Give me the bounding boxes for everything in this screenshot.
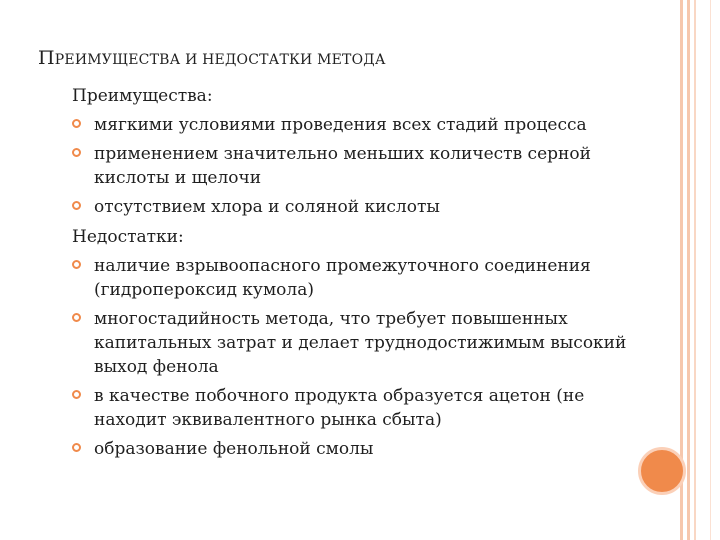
list-item (72, 113, 632, 137)
side-stripe (687, 0, 690, 540)
list-item (72, 437, 632, 461)
side-stripe (710, 0, 711, 540)
list-item-text: многостадийность метода, что требует повышенных капитальных затрат и делает труднодостижимым высокий выход фенола (94, 309, 627, 377)
orange-circle-decoration (638, 447, 686, 495)
list-item (72, 195, 632, 219)
list-item-text: образование фенольной смолы (94, 439, 374, 459)
advantages-heading: Преимущества: (72, 86, 213, 106)
ring-bullet-icon (72, 148, 81, 157)
ring-bullet-icon (72, 201, 81, 210)
list-item-text: мягкими условиями проведения всех стадий процесса (94, 115, 587, 135)
title-first-letter: П (38, 47, 55, 69)
list-item (72, 254, 632, 302)
list-item-text: наличие взрывоопасного промежуточного соединения (гидропероксид кумола) (94, 256, 591, 300)
list-item-text: применением значительно меньших количеств серной кислоты и щелочи (94, 144, 591, 188)
list-item (72, 307, 632, 379)
ring-bullet-icon (72, 260, 81, 269)
slide-content (72, 84, 632, 467)
list-item-text: отсутствием хлора и соляной кислоты (94, 197, 440, 217)
list-item-text: в качестве побочного продукта образуется ацетон (не находит эквивалентного рынка сбыта) (94, 386, 585, 430)
list-item (72, 142, 632, 190)
ring-bullet-icon (72, 119, 81, 128)
list-item (72, 384, 632, 432)
disadvantages-heading: Недостатки: (72, 227, 184, 247)
ring-bullet-icon (72, 443, 81, 452)
title-rest: РЕИМУЩЕСТВА И НЕДОСТАТКИ МЕТОДА (54, 52, 386, 68)
ring-bullet-icon (72, 313, 81, 322)
side-stripe (694, 0, 696, 540)
ring-bullet-icon (72, 390, 81, 399)
slide-title (38, 47, 386, 69)
advantages-list (72, 113, 632, 219)
disadvantages-list (72, 254, 632, 461)
